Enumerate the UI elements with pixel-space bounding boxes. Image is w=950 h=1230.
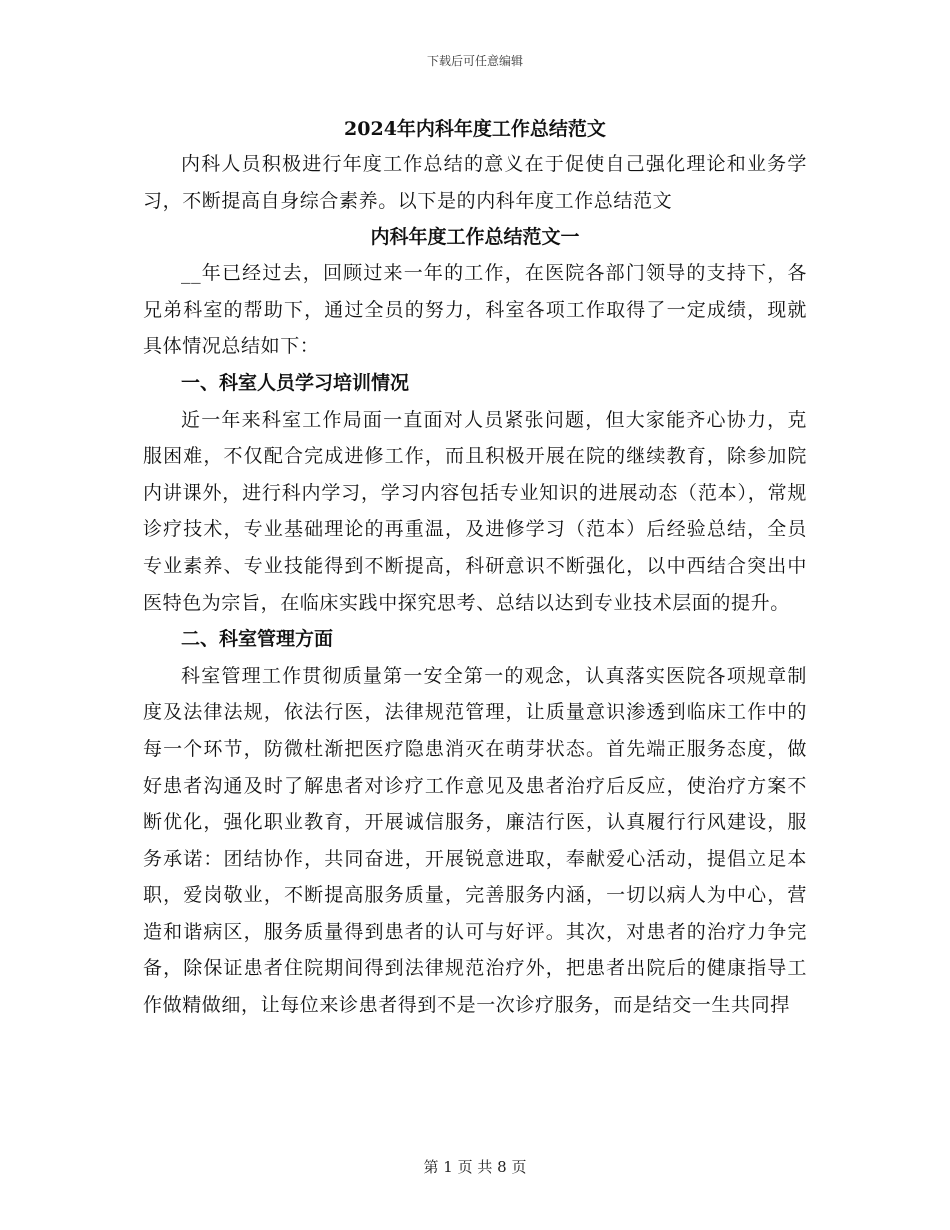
opening-paragraph: __年已经过去，回顾过来一年的工作，在医院各部门领导的支持下，各兄弟科室的帮助下，通过全员的努力，科室各项工作取得了一定成绩，现就具体情况总结如下： <box>143 262 807 358</box>
heading-study-training: 一、科室人员学习培训情况 <box>181 371 410 394</box>
section-subtitle: 内科年度工作总结范文一 <box>370 226 580 249</box>
management-paragraph: 科室管理工作贯彻质量第一安全第一的观念，认真落实医院各项规章制度及法律法规，依法行医，法律规范管理，让质量意识渗透到临床工作中的每一个环节，防微杜渐把医疗隐患消灭在萌芽状态。首先端正服务态度，做好患者沟通及时了解患者对诊疗工作意见及患者治疗后反应，使治疗方案不断优化，强化职业教育，开展诚信服务，廉洁行医，认真履行行风建设，服务承诺：团结协作，共同奋进，开展锐意进取，奉献爱心活动，提倡立足本职，爱岗敬业，不断提高服务质量，完善服务内涵，一切以病人为中心，营造和谐病区，服务质量得到患者的认可与好评。其次，对患者的治疗力争完备，除保证患者住院期间得到法律规范治疗外，把患者出院后的健康指导工作做精做细，让每位来诊患者得到不是一次诊疗服务，而是结交一生共同捍 <box>143 664 807 1017</box>
page-footer: 第 1 页 共 8 页 <box>423 1158 527 1176</box>
study-training-paragraph: 近一年来科室工作局面一直面对人员紧张问题，但大家能齐心协力，克服困难，不仅配合完成进修工作，而且积极开展在院的继续教育，除参加院内讲课外，进行科内学习，学习内容包括专业知识的进展动态（范本），常规诊疗技术，专业基础理论的再重温，及进修学习（范本）后经验总结，全员专业素养、专业技能得到不断提高，科研意识不断强化，以中西结合突出中医特色为宗旨，在临床实践中探究思考、总结以达到专业技术层面的提升。 <box>143 408 807 614</box>
document-title: 2024年内科年度工作总结范文 <box>344 118 606 140</box>
heading-management: 二、科室管理方面 <box>181 628 334 651</box>
page-header: 下载后可任意编辑 <box>426 54 523 68</box>
intro-paragraph: 内科人员积极进行年度工作总结的意义在于促使自己强化理论和业务学习，不断提高自身综合素养。以下是的内科年度工作总结范文 <box>143 153 807 212</box>
document-body <box>143 112 807 1024</box>
